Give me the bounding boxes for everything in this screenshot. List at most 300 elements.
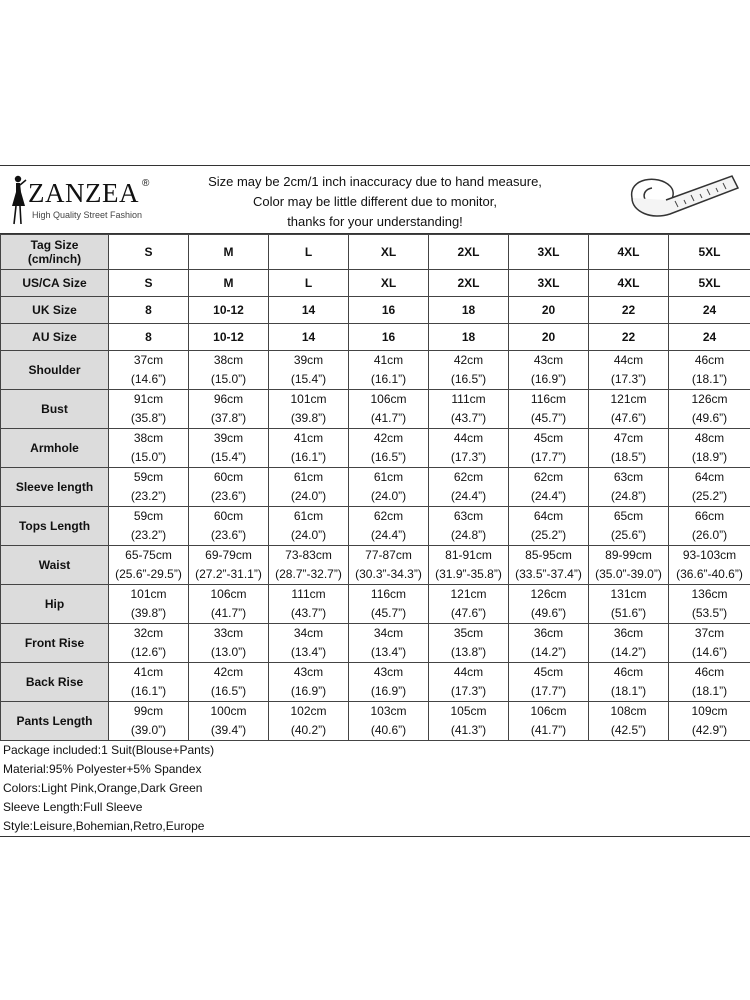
unit-label: (cm/inch)	[27, 252, 82, 266]
measurement-cell	[109, 390, 189, 429]
measurement-cell	[189, 546, 269, 585]
size-cell: 24	[669, 324, 750, 351]
measurement-cell	[429, 663, 509, 702]
inch-value: (45.7”)	[530, 411, 567, 425]
measurement-cell	[189, 468, 269, 507]
cm-value: 38cm	[133, 431, 164, 445]
measurement-cell	[589, 507, 669, 546]
inch-value: (15.0”)	[210, 372, 247, 386]
size-cell: L	[269, 270, 349, 297]
inch-value: (41.7”)	[530, 723, 567, 737]
measurement-cell	[429, 546, 509, 585]
detail-line: Material:95% Polyester+5% Spandex	[3, 762, 202, 776]
inch-value: (16.1”)	[290, 450, 327, 464]
cm-value: 85-95cm	[525, 548, 572, 562]
cm-value: 108cm	[610, 704, 647, 718]
inch-value: (43.7”)	[290, 606, 327, 620]
cm-value: 46cm	[694, 665, 725, 679]
inch-value: (14.2”)	[610, 645, 647, 659]
cm-value: 42cm	[373, 431, 404, 445]
measurement-cell	[109, 468, 189, 507]
measurement-cell	[669, 585, 750, 624]
size-cell: 8	[109, 297, 189, 324]
inch-value: (25.2”)	[530, 528, 567, 542]
table-row	[1, 702, 750, 741]
size-cell: 4XL	[589, 270, 669, 297]
cm-value: 65-75cm	[125, 548, 172, 562]
inch-value: (41.3”)	[450, 723, 487, 737]
measurement-cell	[349, 663, 429, 702]
cm-value: 39cm	[293, 353, 324, 367]
cm-value: 106cm	[210, 587, 247, 601]
inch-value: (15.4”)	[210, 450, 247, 464]
measurement-cell	[669, 663, 750, 702]
inch-value: (14.6”)	[691, 645, 728, 659]
inch-value: (26.0”)	[691, 528, 728, 542]
inch-value: (36.6”-40.6”)	[676, 567, 743, 581]
row-label: Back Rise	[1, 663, 109, 702]
row-label: Armhole	[1, 429, 109, 468]
cm-value: 34cm	[373, 626, 404, 640]
measurement-cell	[349, 546, 429, 585]
table-row	[1, 270, 750, 297]
cm-value: 69-79cm	[205, 548, 252, 562]
cm-value: 101cm	[130, 587, 167, 601]
measurement-cell	[189, 624, 269, 663]
size-header-cell: M	[189, 235, 269, 270]
table-header-row	[1, 235, 750, 270]
cm-value: 37cm	[133, 353, 164, 367]
inch-value: (18.5”)	[610, 450, 647, 464]
measurement-cell	[349, 507, 429, 546]
measurement-cell	[669, 546, 750, 585]
size-cell: 14	[269, 297, 349, 324]
size-cell: 10-12	[189, 297, 269, 324]
size-cell: S	[109, 270, 189, 297]
inch-value: (47.6”)	[610, 411, 647, 425]
table-row	[1, 507, 750, 546]
cm-value: 43cm	[293, 665, 324, 679]
measurement-cell	[109, 429, 189, 468]
brand-tagline: High Quality Street Fashion	[32, 210, 143, 220]
cm-value: 47cm	[613, 431, 644, 445]
measurement-cell	[189, 351, 269, 390]
cm-value: 131cm	[610, 587, 647, 601]
measurement-cell	[189, 429, 269, 468]
table-row	[1, 585, 750, 624]
size-header-cell: 5XL	[669, 235, 750, 270]
inch-value: (39.0”)	[130, 723, 167, 737]
cm-value: 64cm	[533, 509, 564, 523]
measurement-cell	[269, 429, 349, 468]
measurement-cell	[669, 507, 750, 546]
inch-value: (14.6”)	[130, 372, 167, 386]
size-cell: 18	[429, 297, 509, 324]
table-row	[1, 624, 750, 663]
inch-value: (25.6”-29.5”)	[115, 567, 182, 581]
measurement-cell	[269, 390, 349, 429]
measurement-cell	[429, 390, 509, 429]
measurement-cell	[189, 507, 269, 546]
cm-value: 45cm	[533, 665, 564, 679]
cm-value: 103cm	[370, 704, 407, 718]
inch-value: (25.6”)	[610, 528, 647, 542]
measurement-cell	[669, 624, 750, 663]
measurement-cell	[109, 585, 189, 624]
inch-value: (18.1”)	[691, 372, 728, 386]
tag-size-label: Tag Size	[30, 238, 79, 252]
size-header-cell: XL	[349, 235, 429, 270]
inch-value: (16.9”)	[530, 372, 567, 386]
measurement-cell	[109, 624, 189, 663]
inch-value: (24.4”)	[530, 489, 567, 503]
size-table	[0, 234, 750, 741]
measurement-cell	[589, 663, 669, 702]
measurement-cell	[269, 663, 349, 702]
cm-value: 99cm	[133, 704, 164, 718]
cm-value: 41cm	[133, 665, 164, 679]
tag-size-header	[1, 235, 109, 270]
measurement-cell	[189, 390, 269, 429]
measurement-cell	[269, 351, 349, 390]
inch-value: (41.7”)	[210, 606, 247, 620]
measurement-cell	[429, 585, 509, 624]
cm-value: 64cm	[694, 470, 725, 484]
inch-value: (35.8”)	[130, 411, 167, 425]
cm-value: 61cm	[293, 470, 324, 484]
row-label: Pants Length	[1, 702, 109, 741]
size-cell: 10-12	[189, 324, 269, 351]
row-label: Hip	[1, 585, 109, 624]
measurement-cell	[109, 507, 189, 546]
cm-value: 121cm	[610, 392, 647, 406]
measurement-cell	[349, 702, 429, 741]
notice-line: Size may be 2cm/1 inch inaccuracy due to hand measure,	[208, 174, 542, 189]
cm-value: 46cm	[694, 353, 725, 367]
size-cell: 22	[589, 324, 669, 351]
measurement-cell	[669, 390, 750, 429]
inch-value: (23.2”)	[130, 489, 167, 503]
measurement-cell	[589, 351, 669, 390]
inch-value: (18.9”)	[691, 450, 728, 464]
cm-value: 116cm	[370, 587, 407, 601]
inch-value: (24.8”)	[450, 528, 487, 542]
inch-value: (47.6”)	[450, 606, 487, 620]
measurement-cell	[429, 468, 509, 507]
measurement-cell	[109, 663, 189, 702]
measurement-cell	[269, 624, 349, 663]
size-cell: XL	[349, 270, 429, 297]
cm-value: 36cm	[533, 626, 564, 640]
measurement-cell	[349, 351, 429, 390]
measurement-cell	[589, 702, 669, 741]
measurement-cell	[509, 429, 589, 468]
measurement-cell	[429, 702, 509, 741]
cm-value: 59cm	[133, 470, 164, 484]
measurement-cell	[669, 468, 750, 507]
inch-value: (17.3”)	[450, 450, 487, 464]
measurement-cell	[349, 624, 429, 663]
inch-value: (13.0”)	[210, 645, 247, 659]
cm-value: 36cm	[613, 626, 644, 640]
measurement-cell	[509, 507, 589, 546]
cm-value: 101cm	[290, 392, 327, 406]
chart-header	[0, 166, 750, 234]
inch-value: (24.4”)	[450, 489, 487, 503]
inch-value: (42.5”)	[610, 723, 647, 737]
inch-value: (16.5”)	[370, 450, 407, 464]
cm-value: 43cm	[373, 665, 404, 679]
cm-value: 66cm	[694, 509, 725, 523]
measurement-cell	[269, 585, 349, 624]
cm-value: 126cm	[691, 392, 728, 406]
size-cell: 20	[509, 324, 589, 351]
inch-value: (23.6”)	[210, 489, 247, 503]
inch-value: (16.5”)	[210, 684, 247, 698]
inch-value: (13.8”)	[450, 645, 487, 659]
table-row	[1, 429, 750, 468]
measurement-cell	[429, 624, 509, 663]
measurement-cell	[669, 702, 750, 741]
inch-value: (12.6”)	[130, 645, 167, 659]
measurement-cell	[189, 663, 269, 702]
detail-line: Colors:Light Pink,Orange,Dark Green	[3, 781, 203, 795]
measurement-cell	[109, 702, 189, 741]
inch-value: (53.5”)	[691, 606, 728, 620]
inch-value: (28.7”-32.7”)	[275, 567, 342, 581]
inch-value: (49.6”)	[530, 606, 567, 620]
size-cell: 14	[269, 324, 349, 351]
size-header-cell: 4XL	[589, 235, 669, 270]
measurement-cell	[589, 429, 669, 468]
inch-value: (40.6”)	[370, 723, 407, 737]
size-cell: 16	[349, 324, 429, 351]
inch-value: (16.9”)	[370, 684, 407, 698]
size-header-cell: L	[269, 235, 349, 270]
inch-value: (17.3”)	[450, 684, 487, 698]
measurement-cell	[269, 702, 349, 741]
woman-silhouette-icon	[4, 174, 28, 226]
cm-value: 41cm	[373, 353, 404, 367]
inch-value: (18.1”)	[691, 684, 728, 698]
cm-value: 102cm	[290, 704, 327, 718]
inch-value: (17.7”)	[530, 450, 567, 464]
measurement-cell	[669, 351, 750, 390]
cm-value: 32cm	[133, 626, 164, 640]
cm-value: 62cm	[533, 470, 564, 484]
cm-value: 38cm	[213, 353, 244, 367]
inch-value: (33.5”-37.4”)	[515, 567, 582, 581]
cm-value: 63cm	[613, 470, 644, 484]
cm-value: 106cm	[370, 392, 407, 406]
inch-value: (31.9”-35.8”)	[435, 567, 502, 581]
measurement-cell	[509, 390, 589, 429]
inch-value: (16.5”)	[450, 372, 487, 386]
inch-value: (24.4”)	[370, 528, 407, 542]
inch-value: (40.2”)	[290, 723, 327, 737]
cm-value: 46cm	[613, 665, 644, 679]
inch-value: (39.4”)	[210, 723, 247, 737]
cm-value: 60cm	[213, 509, 244, 523]
brand-name: ZANZEA	[28, 178, 139, 208]
detail-line: Style:Leisure,Bohemian,Retro,Europe	[3, 819, 205, 833]
inch-value: (17.7”)	[530, 684, 567, 698]
measurement-cell	[429, 507, 509, 546]
size-cell: 5XL	[669, 270, 750, 297]
cm-value: 48cm	[694, 431, 725, 445]
cm-value: 61cm	[373, 470, 404, 484]
inch-value: (39.8”)	[290, 411, 327, 425]
notice-line: thanks for your understanding!	[287, 214, 463, 229]
cm-value: 111cm	[291, 587, 326, 601]
inch-value: (23.2”)	[130, 528, 167, 542]
inch-value: (18.1”)	[610, 684, 647, 698]
cm-value: 41cm	[293, 431, 324, 445]
cm-value: 43cm	[533, 353, 564, 367]
inch-value: (13.4”)	[290, 645, 327, 659]
row-label: Shoulder	[1, 351, 109, 390]
cm-value: 44cm	[453, 431, 484, 445]
inch-value: (37.8”)	[210, 411, 247, 425]
measurement-cell	[509, 702, 589, 741]
measurement-cell	[189, 585, 269, 624]
cm-value: 109cm	[691, 704, 728, 718]
measurement-cell	[589, 468, 669, 507]
inch-value: (23.6”)	[210, 528, 247, 542]
table-row	[1, 390, 750, 429]
measurement-cell	[109, 546, 189, 585]
cm-value: 42cm	[453, 353, 484, 367]
table-row	[1, 546, 750, 585]
measurement-cell	[509, 585, 589, 624]
measurement-cell	[589, 546, 669, 585]
row-label: Tops Length	[1, 507, 109, 546]
size-header-cell: 3XL	[509, 235, 589, 270]
row-label: UK Size	[1, 297, 109, 324]
inch-value: (35.0”-39.0”)	[595, 567, 662, 581]
cm-value: 77-87cm	[365, 548, 412, 562]
row-label: AU Size	[1, 324, 109, 351]
row-label: US/CA Size	[1, 270, 109, 297]
measuring-tape-icon	[618, 168, 744, 230]
detail-line: Sleeve Length:Full Sleeve	[3, 800, 143, 814]
cm-value: 126cm	[530, 587, 567, 601]
registered-mark: ®	[142, 178, 150, 189]
size-cell: 2XL	[429, 270, 509, 297]
measurement-cell	[589, 390, 669, 429]
inch-value: (45.7”)	[370, 606, 407, 620]
row-label: Bust	[1, 390, 109, 429]
inch-value: (39.8”)	[130, 606, 167, 620]
measurement-cell	[509, 546, 589, 585]
cm-value: 44cm	[613, 353, 644, 367]
size-cell: 24	[669, 297, 750, 324]
inch-value: (51.6”)	[610, 606, 647, 620]
size-cell: 22	[589, 297, 669, 324]
measurement-notice	[190, 172, 560, 232]
measurement-cell	[269, 507, 349, 546]
cm-value: 100cm	[210, 704, 247, 718]
measurement-cell	[269, 546, 349, 585]
cm-value: 62cm	[453, 470, 484, 484]
measurement-cell	[509, 663, 589, 702]
inch-value: (25.2”)	[691, 489, 728, 503]
cm-value: 105cm	[450, 704, 487, 718]
inch-value: (24.0”)	[290, 489, 327, 503]
cm-value: 39cm	[213, 431, 244, 445]
table-row	[1, 351, 750, 390]
row-label: Front Rise	[1, 624, 109, 663]
cm-value: 42cm	[213, 665, 244, 679]
row-label: Sleeve length	[1, 468, 109, 507]
measurement-cell	[269, 468, 349, 507]
inch-value: (27.2”-31.1”)	[195, 567, 262, 581]
measurement-cell	[669, 429, 750, 468]
cm-value: 121cm	[450, 587, 487, 601]
measurement-cell	[509, 468, 589, 507]
cm-value: 89-99cm	[605, 548, 652, 562]
cm-value: 91cm	[133, 392, 164, 406]
cm-value: 116cm	[530, 392, 567, 406]
inch-value: (14.2”)	[530, 645, 567, 659]
inch-value: (24.0”)	[290, 528, 327, 542]
measurement-cell	[509, 351, 589, 390]
cm-value: 96cm	[213, 392, 244, 406]
cm-value: 33cm	[213, 626, 244, 640]
size-cell: M	[189, 270, 269, 297]
row-label: Waist	[1, 546, 109, 585]
inch-value: (24.0”)	[370, 489, 407, 503]
size-cell: 18	[429, 324, 509, 351]
detail-line: Package included:1 Suit(Blouse+Pants)	[3, 743, 215, 757]
inch-value: (24.8”)	[610, 489, 647, 503]
cm-value: 59cm	[133, 509, 164, 523]
notice-line: Color may be little different due to monitor,	[253, 194, 497, 209]
cm-value: 61cm	[293, 509, 324, 523]
inch-value: (15.0”)	[130, 450, 167, 464]
measurement-cell	[189, 702, 269, 741]
cm-value: 111cm	[451, 392, 486, 406]
cm-value: 65cm	[613, 509, 644, 523]
table-row	[1, 663, 750, 702]
inch-value: (16.1”)	[370, 372, 407, 386]
size-cell: 3XL	[509, 270, 589, 297]
size-cell: 20	[509, 297, 589, 324]
inch-value: (30.3”-34.3”)	[355, 567, 422, 581]
size-header-cell: S	[109, 235, 189, 270]
measurement-cell	[349, 468, 429, 507]
product-details	[3, 741, 214, 836]
measurement-cell	[589, 585, 669, 624]
cm-value: 37cm	[694, 626, 725, 640]
measurement-cell	[109, 351, 189, 390]
inch-value: (41.7”)	[370, 411, 407, 425]
size-cell: 8	[109, 324, 189, 351]
cm-value: 136cm	[691, 587, 728, 601]
measurement-cell	[349, 429, 429, 468]
inch-value: (49.6”)	[691, 411, 728, 425]
inch-value: (13.4”)	[370, 645, 407, 659]
inch-value: (15.4”)	[290, 372, 327, 386]
cm-value: 81-91cm	[445, 548, 492, 562]
inch-value: (17.3”)	[610, 372, 647, 386]
cm-value: 62cm	[373, 509, 404, 523]
cm-value: 73-83cm	[285, 548, 332, 562]
inch-value: (42.9”)	[691, 723, 728, 737]
brand-logo	[4, 172, 194, 230]
cm-value: 45cm	[533, 431, 564, 445]
inch-value: (16.9”)	[290, 684, 327, 698]
